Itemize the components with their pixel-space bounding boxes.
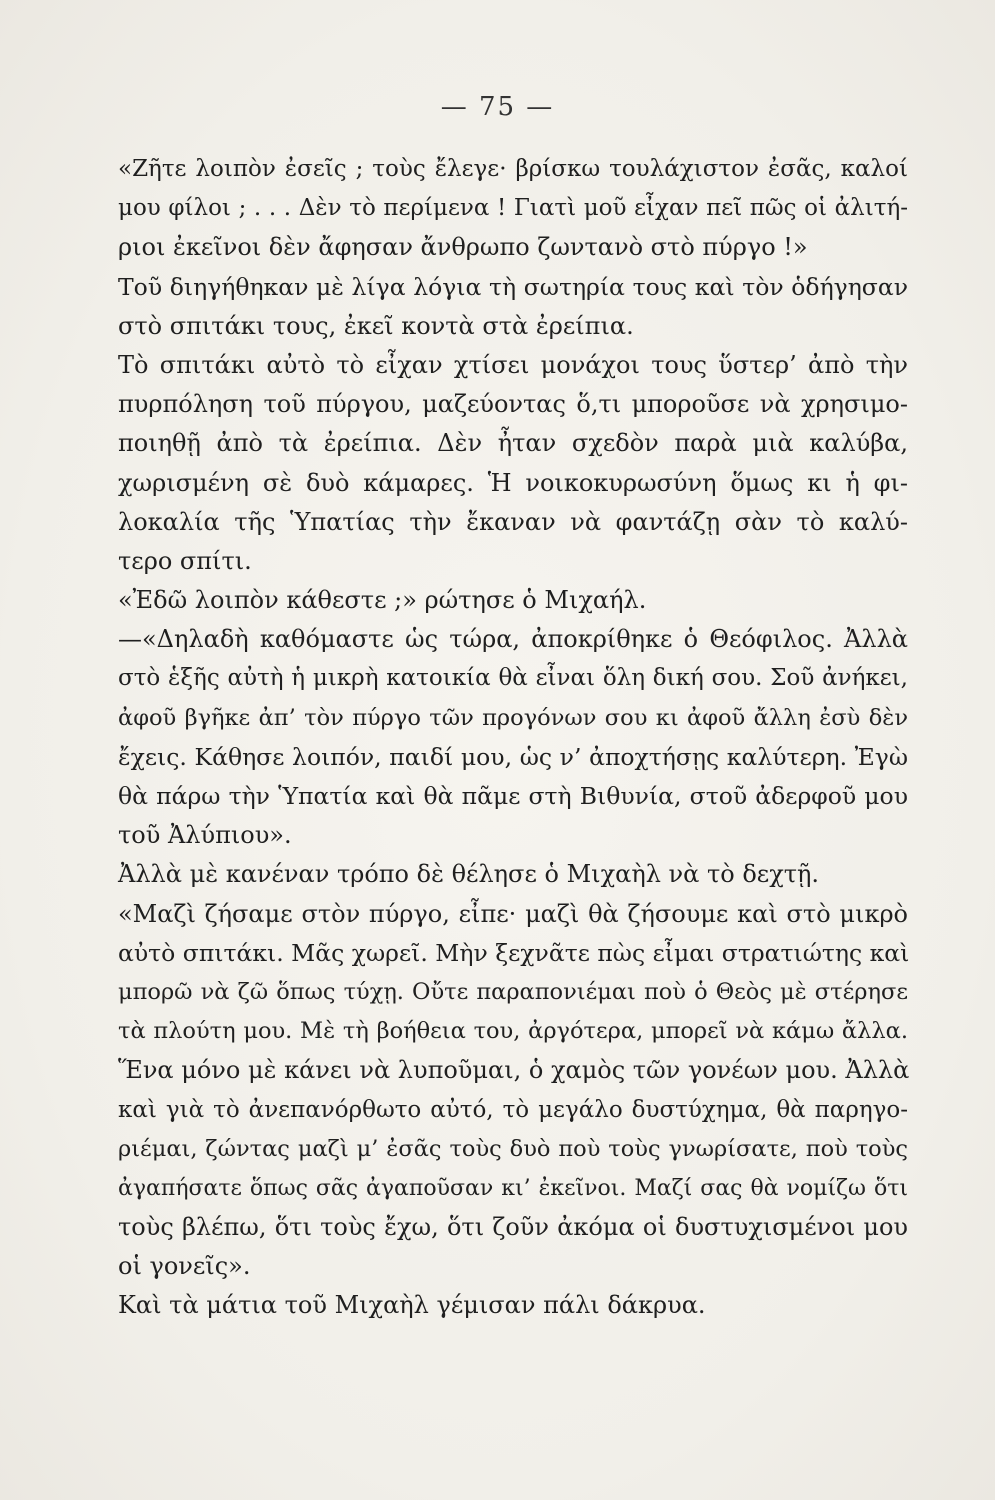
text-line: «Μαζὶ ζήσαμε στὸν πύργο, εἶπε· μαζὶ θὰ ζήσουμε καὶ στὸ μικρὸ [118, 899, 908, 928]
text-line: Τοῦ διηγήθηκαν μὲ λίγα λόγια τὴ σωτηρία τους καὶ τὸν ὁδήγησαν [118, 272, 908, 301]
text-line: Ἕνα μόνο μὲ κάνει νὰ λυποῦμαι, ὁ χαμὸς τῶν γονέων μου. Ἀλλὰ [118, 1056, 910, 1085]
text-line: ἀφοῦ βγῆκε ἀπ’ τὸν πύργο τῶν προγόνων σου κι ἀφοῦ ἄλλη ἐσὺ δὲν [118, 704, 908, 731]
text-line: τοῦ Ἀλύπιου». [118, 821, 292, 850]
text-line: ποιηθῇ ἀπὸ τὰ ἐρείπια. Δὲν ἦταν σχεδὸν παρὰ μιὰ καλύβα, [118, 429, 908, 458]
text-line: μου φίλοι ; . . . Δὲν τὸ περίμενα ! Γιατὶ μοῦ εἶχαν πεῖ πῶς οἱ ἀλιτή- [118, 195, 908, 222]
text-line: αὐτὸ σπιτάκι. Μᾶς χωρεῖ. Μὴν ξεχνᾶτε πὼς εἶμαι στρατιώτης καὶ [118, 938, 910, 967]
body-text [118, 150, 908, 1326]
text-line: Ἀλλὰ μὲ κανέναν τρόπο δὲ θέλησε ὁ Μιχαὴλ νὰ τὸ δεχτῇ. [118, 860, 820, 889]
text-line: —«Δηλαδὴ καθόμαστε ὡς τώρα, ἀποκρίθηκε ὁ Θεόφιλος. Ἀλλὰ [118, 625, 908, 654]
text-line: πυρπόληση τοῦ πύργου, μαζεύοντας ὅ,τι μποροῦσε νὰ χρησιμο- [118, 390, 908, 419]
text-line: ἀγαπήσατε ὅπως σᾶς ἀγαποῦσαν κι’ ἐκεῖνοι. Μαζί σας θὰ νομίζω ὅτι [118, 1175, 908, 1201]
text-line: τὰ πλούτη μου. Μὲ τὴ βοήθεια του, ἀργότερα, μπορεῖ νὰ κάμω ἄλλα. [118, 1018, 908, 1045]
text-line: ριοι ἐκεῖνοι δὲν ἄφησαν ἄνθρωπο ζωντανὸ στὸ πύργο !» [118, 233, 808, 262]
text-line: «Ἐδῶ λοιπὸν κάθεστε ;» ρώτησε ὁ Μιχαήλ. [118, 586, 647, 615]
text-line: τερο σπίτι. [118, 546, 252, 575]
text-line: καὶ γιὰ τὸ ἀνεπανόρθωτο αὐτό, τὸ μεγάλο δυστύχημα, θὰ παρηγο- [118, 1096, 908, 1123]
text-line: μπορῶ νὰ ζῶ ὅπως τύχῃ. Οὔτε παραπονιέμαι ποὺ ὁ Θεὸς μὲ στέρησε [118, 978, 908, 1005]
text-line: τοὺς βλέπω, ὅτι τοὺς ἔχω, ὅτι ζοῦν ἀκόμα οἱ δυστυχισμένοι μου [118, 1213, 908, 1242]
text-line: «Ζῆτε λοιπὸν ἐσεῖς ; τοὺς ἔλεγε· βρίσκω τουλάχιστον ἐσᾶς, καλοί [118, 156, 908, 182]
text-line: στὸ ἑξῆς αὐτὴ ἡ μικρὴ κατοικία θὰ εἶναι ὅλη δική σου. Σοῦ ἀνήκει, [118, 665, 908, 692]
text-line: χωρισμένη σὲ δυὸ κάμαρες. Ἡ νοικοκυρωσύνη ὅμως κι ἡ φι- [118, 468, 908, 497]
text-line: Τὸ σπιτάκι αὐτὸ τὸ εἶχαν χτίσει μονάχοι τους ὕστερ’ ἀπὸ τὴν [118, 350, 908, 379]
text-line: στὸ σπιτάκι τους, ἐκεῖ κοντὰ στὰ ἐρείπια. [118, 311, 634, 340]
text-line: ἔχεις. Κάθησε λοιπόν, παιδί μου, ὡς ν’ ἀποχτήσῃς καλύτερη. Ἐγὼ [118, 742, 908, 771]
text-line: Καὶ τὰ μάτια τοῦ Μιχαὴλ γέμισαν πάλι δάκρυα. [118, 1291, 706, 1320]
text-line: ριέμαι, ζώντας μαζὶ μ’ ἐσᾶς τοὺς δυὸ ποὺ τοὺς γνωρίσατε, ποὺ τοὺς [118, 1135, 908, 1162]
text-line: λοκαλία τῆς Ὑπατίας τὴν ἔκαναν νὰ φαντάζῃ σὰν τὸ καλύ- [118, 507, 908, 536]
text-line: θὰ πάρω τὴν Ὑπατία καὶ θὰ πᾶμε στὴ Βιθυνία, στοῦ ἀδερφοῦ μου [118, 782, 908, 810]
text-line: οἱ γονεῖς». [118, 1252, 251, 1281]
page-number: — 75 — [440, 92, 555, 122]
